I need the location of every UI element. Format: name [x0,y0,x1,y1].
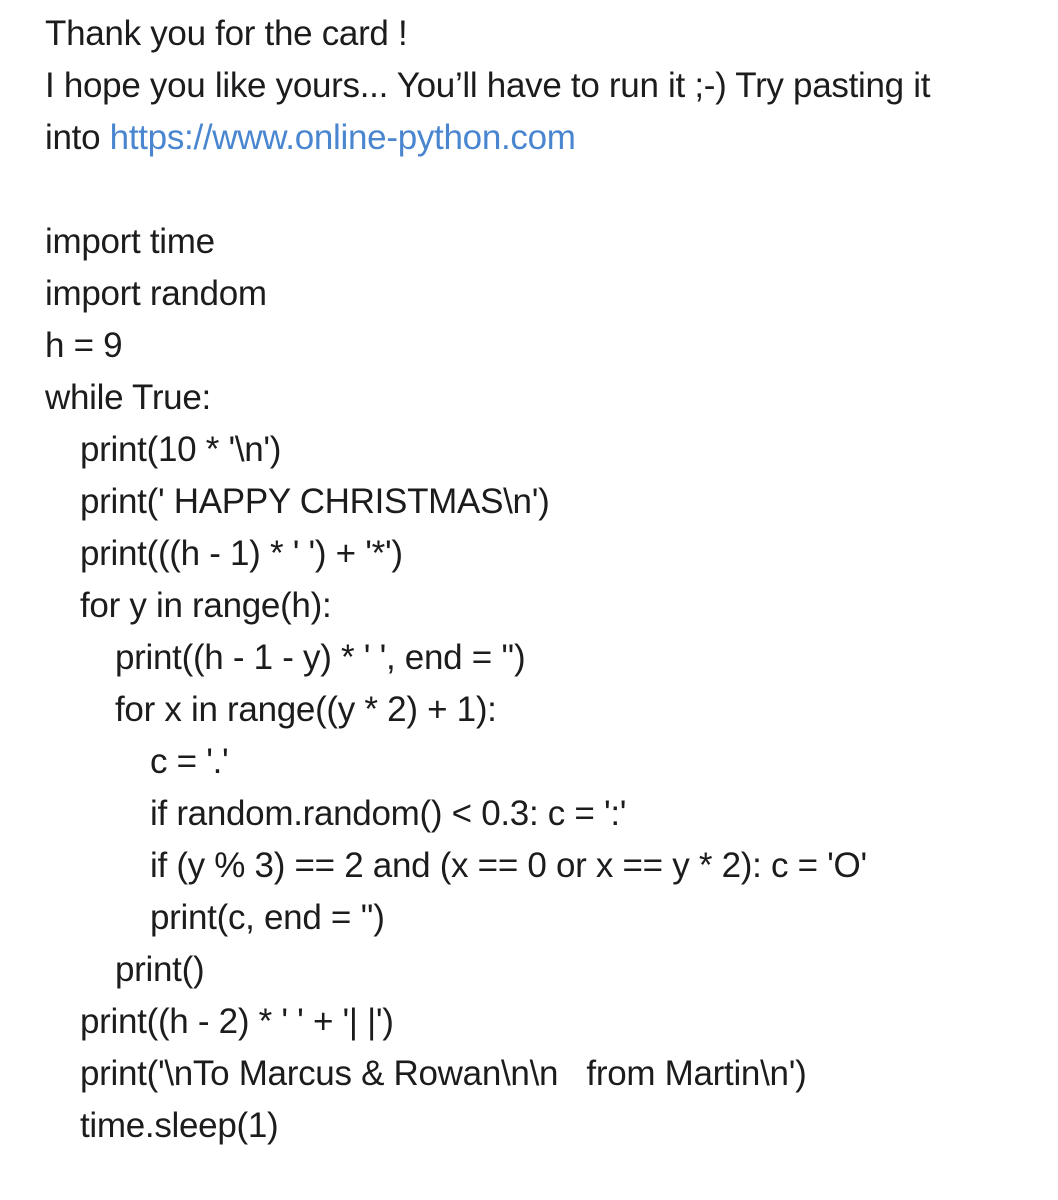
code-line: import time [45,222,215,261]
code-line: print((h - 1 - y) * ' ', end = '') [115,638,526,677]
code-line: import random [45,274,267,313]
code-line: print(' HAPPY CHRISTMAS\n') [80,482,550,521]
message-line-hope: I hope you like yours... You’ll have to run it ;-) Try pasting it [45,66,931,105]
python-link[interactable]: https://www.online-python.com [109,118,576,157]
code-line: print('\nTo Marcus & Rowan\n\n from Martin\n') [80,1054,807,1093]
code-line: if (y % 3) == 2 and (x == 0 or x == y * 2): c = 'O' [150,846,867,885]
code-line: print(((h - 1) * ' ') + '*') [80,534,403,573]
code-line: print() [115,950,205,989]
message-body [45,8,1038,1152]
code-line: c = '.' [150,742,229,781]
code-block [45,216,1038,1152]
message-line-into [45,112,1038,164]
message-line-thanks: Thank you for the card ! [45,14,408,53]
message-line-into-prefix: into [45,118,110,157]
code-line: for y in range(h): [80,586,332,625]
code-line: print(10 * '\n') [80,430,282,469]
code-line: while True: [45,378,211,417]
code-line: for x in range((y * 2) + 1): [115,690,497,729]
code-line: print((h - 2) * ' ' + '| |') [80,1002,394,1041]
code-line: h = 9 [45,326,123,365]
code-line: time.sleep(1) [80,1106,279,1145]
code-line: if random.random() < 0.3: c = ':' [150,794,627,833]
blank-line [45,164,1038,216]
code-line: print(c, end = '') [150,898,385,937]
